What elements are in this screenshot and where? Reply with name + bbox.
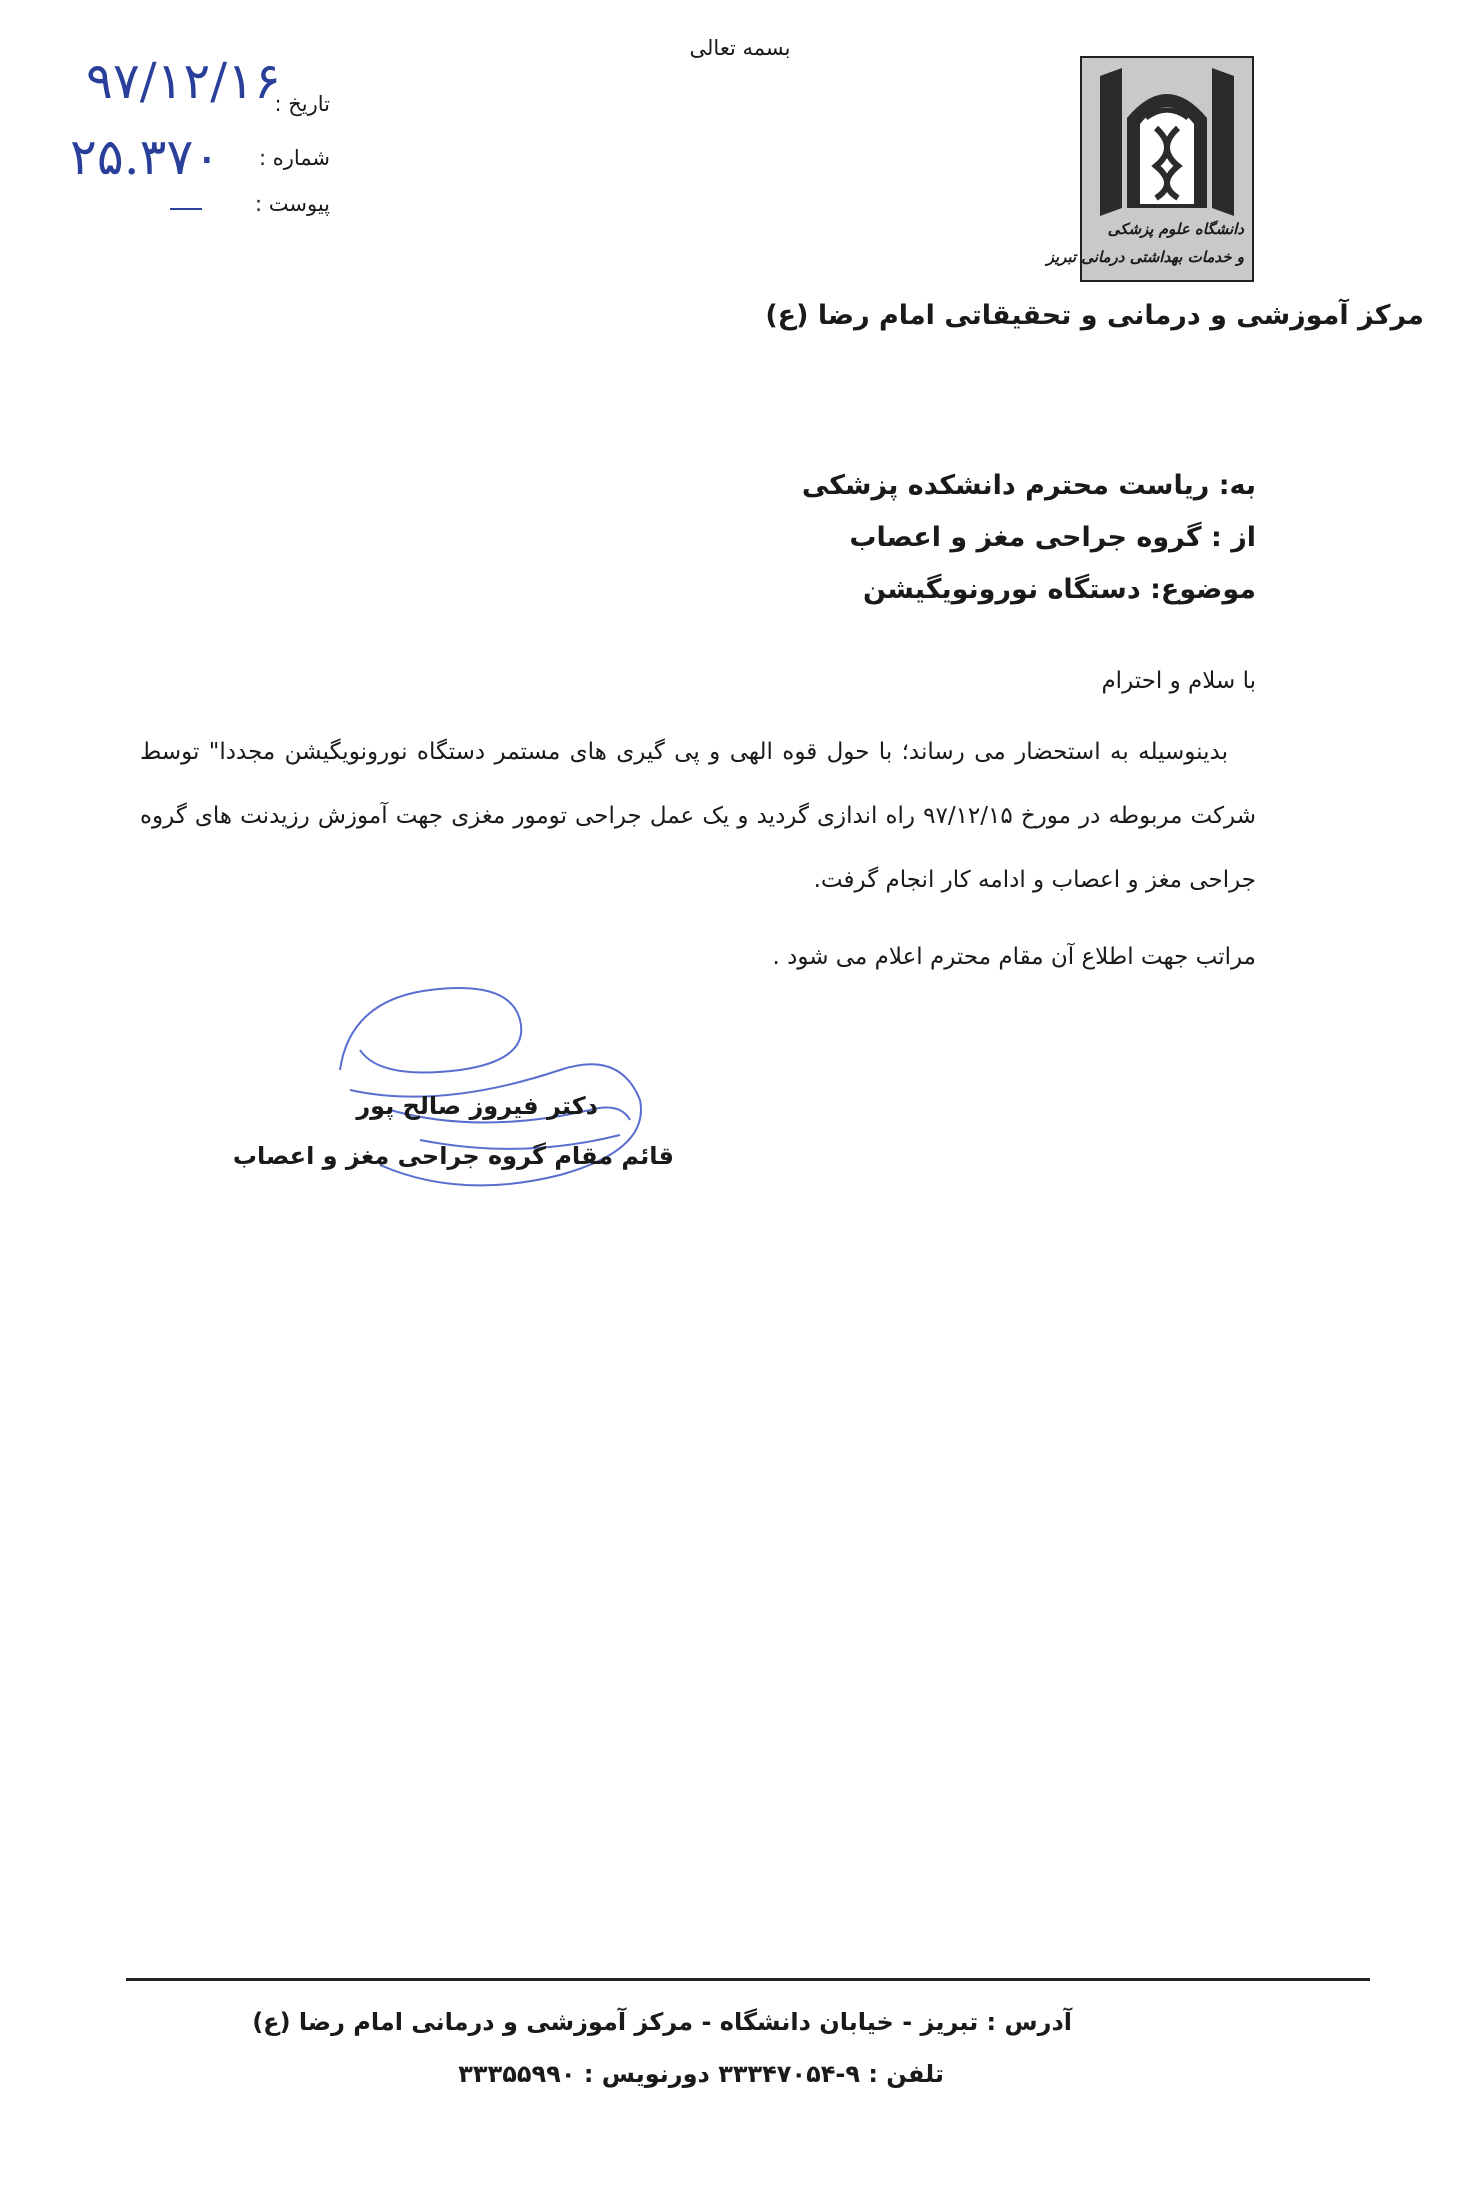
signer-name: دکتر فیروز صالح پور	[356, 1092, 598, 1120]
organization-name: مرکز آموزشی و درمانی و تحقیقاتی امام رضا (ع)	[765, 300, 1424, 331]
handwritten-signature	[320, 960, 680, 1220]
date-label: تاریخ :	[274, 92, 330, 116]
attachment-label: پیوست :	[255, 192, 330, 216]
sender-line: از : گروه جراحی مغز و اعصاب	[849, 522, 1256, 553]
number-label: شماره :	[258, 146, 330, 170]
logo-emblem-icon	[1082, 58, 1252, 280]
basmala-heading: بسمه تعالی	[689, 36, 791, 60]
subject-line: موضوع: دستگاه نورونویگیشن	[862, 574, 1256, 605]
greeting: با سلام و احترام	[1101, 668, 1256, 694]
closing-line: مراتب جهت اطلاع آن مقام محترم اعلام می شود .	[772, 944, 1256, 970]
logo-text-line1: دانشگاه علوم پزشکی	[1107, 220, 1244, 238]
footer-phone: تلفن : ۹-۳۳۳۴۷۰۵۴ دورنویس : ۳۳۳۵۵۹۹۰	[458, 2060, 944, 2088]
handwritten-number: ۲۵.۳۷۰	[70, 128, 221, 186]
recipient-line: به: ریاست محترم دانشکده پزشکی	[801, 470, 1256, 501]
body-paragraph: بدینوسیله به استحضار می رساند؛ با حول قوه الهی و پی گیری های مستمر دستگاه نورونویگیشن مجددا" توسط شرکت مربوطه در مورخ ۹۷/۱۲/۱۵ راه اندازی گردید و یک عمل جراحی تومور مغزی جهت آموزش رزیدنت های گروه جراحی مغز و اعصاب و ادامه کار انجام گرفت.	[140, 739, 1256, 893]
signer-title: قائم مقام گروه جراحی مغز و اعصاب	[232, 1142, 674, 1170]
footer-divider	[126, 1978, 1370, 1981]
footer-address: آدرس : تبریز - خیابان دانشگاه - مرکز آموزشی و درمانی امام رضا (ع)	[252, 2008, 1072, 2036]
handwritten-date: ۹۷/۱۲/۱۶	[86, 52, 281, 110]
handwritten-dash	[170, 208, 202, 210]
university-logo	[1046, 56, 1254, 282]
logo-text-line2: و خدمات بهداشتی درمانی تبریز	[1046, 248, 1244, 266]
